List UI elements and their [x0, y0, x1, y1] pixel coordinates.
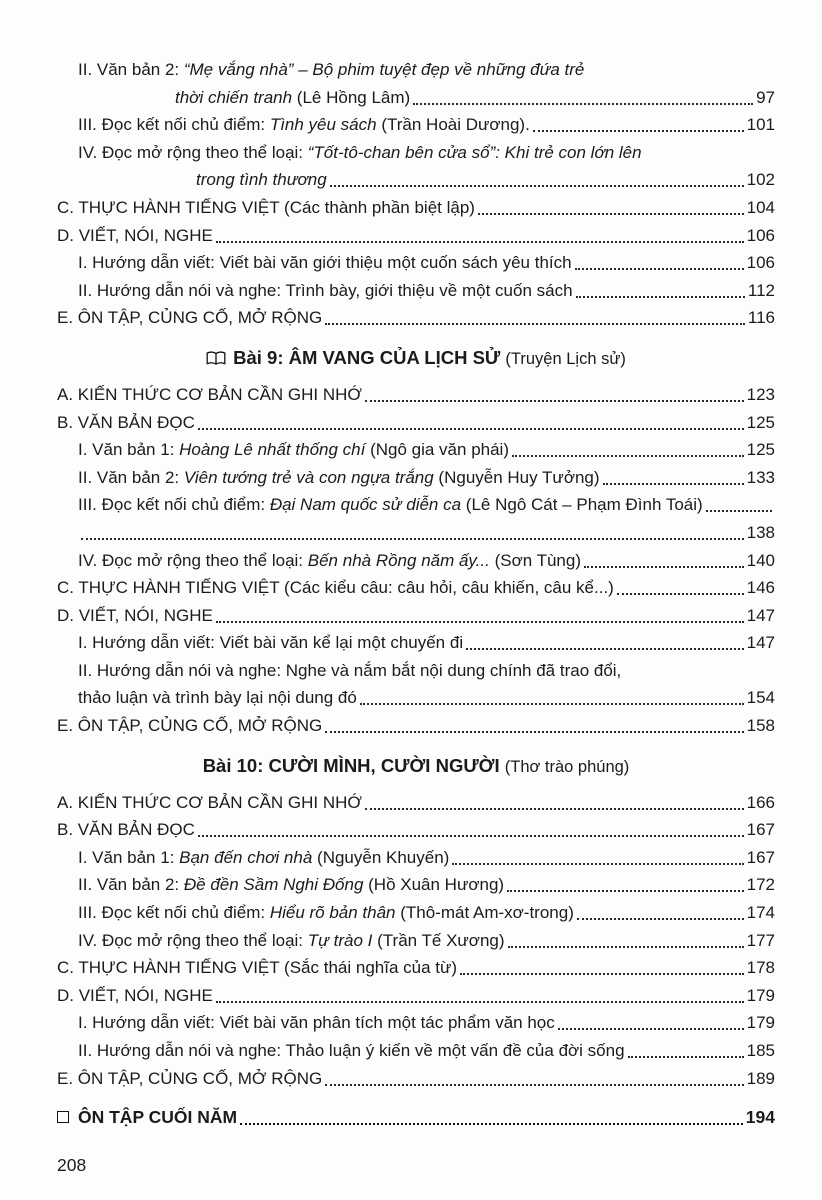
entry-text [78, 56, 584, 84]
toc-line [57, 277, 775, 305]
text-segment: B. VĂN BẢN ĐỌC [57, 412, 195, 432]
text-segment: Viên tướng trẻ và con ngựa trắng [183, 467, 439, 487]
page-ref: 178 [746, 958, 775, 978]
entry-text [78, 657, 621, 685]
page-ref: 179 [746, 985, 775, 1005]
toc-entry [57, 491, 775, 546]
toc-line [57, 574, 775, 602]
text-segment: II. Hướng dẫn nói và nghe: Trình bày, giới thiệu về một cuốn sách [78, 280, 573, 300]
toc-line [57, 927, 775, 955]
text-segment: B. VĂN BẢN ĐỌC [57, 820, 195, 840]
text-segment: Hiểu rõ bản thân [269, 903, 401, 923]
text-segment: Đề đền Sầm Nghi Đống [183, 875, 369, 895]
text-segment: A. KIẾN THỨC CƠ BẢN CẦN GHI NHỚ [57, 792, 363, 812]
toc-entry [57, 629, 775, 657]
page-ref: 123 [746, 384, 775, 404]
text-segment: III. Đọc kết nối chủ điểm: [78, 903, 270, 923]
text-segment: II. Hướng dẫn nói và nghe: Thảo luận ý kiến về một vấn đề của đời sống [78, 1041, 625, 1060]
toc-line [57, 139, 775, 167]
dots-leader [81, 519, 744, 540]
dots-leader [198, 409, 744, 430]
text-segment: IV. Đọc mở rộng theo thể loại: [78, 930, 308, 950]
entry-text [78, 139, 642, 167]
toc-line [57, 304, 775, 332]
page-ref: 106 [746, 225, 775, 245]
toc-entry [57, 139, 775, 194]
page-ref: 185 [746, 1041, 775, 1060]
toc-entry [57, 249, 775, 277]
text-segment: Bài 9: ÂM VANG CỦA LỊCH SỬ [233, 346, 506, 368]
toc-line [57, 1009, 775, 1037]
toc-section [57, 344, 775, 740]
toc-line [57, 844, 775, 872]
entry-text [78, 844, 449, 872]
page-number: 208 [57, 1155, 87, 1175]
toc-line [57, 491, 775, 519]
table-of-contents [57, 56, 775, 1132]
section-header [57, 752, 775, 781]
toc-line [57, 816, 775, 844]
dots-leader [360, 684, 744, 705]
entry-text [78, 491, 703, 519]
text-segment: C. THỰC HÀNH TIẾNG VIỆT (Các kiểu câu: câu hỏi, câu khiến, câu kể...) [57, 578, 614, 598]
dots-leader [413, 84, 753, 105]
dots-leader [533, 111, 744, 132]
text-segment: A. KIẾN THỨC CƠ BẢN CẦN GHI NHỚ [57, 384, 363, 404]
entry-text [175, 84, 410, 112]
text-segment: II. Văn bản 2: [78, 875, 184, 895]
text-segment: D. VIẾT, NÓI, NGHE [57, 605, 213, 625]
entry-text [78, 629, 463, 657]
toc-entry [57, 982, 775, 1010]
text-segment: (Truyện Lịch sử) [505, 349, 626, 368]
text-segment: D. VIẾT, NÓI, NGHE [57, 985, 213, 1005]
page-ref: 167 [746, 847, 775, 867]
page-ref: 177 [746, 930, 775, 950]
entry-text [78, 249, 572, 277]
text-segment: D. VIẾT, NÓI, NGHE [57, 225, 213, 245]
toc-entry [57, 464, 775, 492]
toc-line [57, 249, 775, 277]
dots-leader [558, 1009, 744, 1030]
page-ref: 102 [746, 170, 775, 190]
toc-entry [57, 436, 775, 464]
toc-line [57, 1104, 775, 1132]
text-segment: IV. Đọc mở rộng theo thể loại: [78, 550, 308, 570]
text-segment: C. THỰC HÀNH TIẾNG VIỆT (Các thành phần biệt lập) [57, 197, 475, 217]
toc-line [57, 602, 775, 630]
entry-text [78, 1104, 237, 1132]
text-segment: (Lê Hồng Lâm) [296, 87, 411, 107]
toc-line [57, 194, 775, 222]
toc-line [57, 464, 775, 492]
toc-line [57, 166, 775, 194]
text-segment: “Mẹ vắng nhà” – Bộ phim tuyệt đẹp về những đứa trẻ [183, 60, 585, 79]
toc-line [57, 789, 775, 817]
entry-text [78, 436, 509, 464]
dots-leader [575, 249, 744, 270]
text-segment: II. Văn bản 2: [78, 60, 184, 79]
page-ref: 133 [746, 467, 775, 487]
text-segment: III. Đọc kết nối chủ điểm: [78, 115, 270, 135]
toc-entry [57, 277, 775, 305]
toc-line [57, 1037, 775, 1065]
text-segment: Đại Nam quốc sử diễn ca [269, 495, 466, 515]
toc-entry [57, 1037, 775, 1065]
text-segment: trong tình thương [196, 170, 327, 190]
page-ref: 166 [746, 792, 775, 812]
page-ref: 189 [746, 1068, 775, 1088]
toc-entry [57, 222, 775, 250]
toc-line [57, 657, 775, 685]
page-ref: 140 [746, 550, 775, 570]
text-segment: I. Văn bản 1: [78, 847, 180, 867]
text-segment: I. Hướng dẫn viết: Viết bài văn giới thiệu một cuốn sách yêu thích [78, 253, 572, 273]
toc-entry [57, 56, 775, 111]
entry-text [57, 816, 195, 844]
text-segment: (Thơ trào phúng) [504, 757, 630, 776]
dots-leader [478, 194, 744, 215]
toc-line [57, 629, 775, 657]
text-segment: (Trần Hoài Dương). [381, 115, 530, 135]
text-segment: I. Văn bản 1: [78, 440, 180, 460]
dots-leader [365, 789, 744, 810]
toc-entry [57, 789, 775, 817]
toc-entry [57, 547, 775, 575]
book-icon [206, 351, 226, 366]
entry-text [78, 111, 530, 139]
dots-leader [584, 547, 744, 568]
entry-text [57, 194, 475, 222]
toc-section [57, 56, 775, 332]
text-segment: (Hồ Xuân Hương) [368, 875, 505, 895]
toc-line [57, 684, 775, 712]
page-ref: 194 [745, 1107, 775, 1128]
text-segment: Bến nhà Rồng năm ấy... [307, 550, 495, 570]
entry-text [57, 574, 614, 602]
toc-line [57, 436, 775, 464]
entry-text [78, 927, 505, 955]
text-segment: (Thô-mát Am-xơ-trong) [400, 903, 574, 923]
toc-line [57, 1065, 775, 1093]
entry-text [196, 166, 327, 194]
text-segment: E. ÔN TẬP, CỦNG CỐ, MỞ RỘNG [57, 308, 323, 328]
entry-text [57, 222, 213, 250]
text-segment: III. Đọc kết nối chủ điểm: [78, 495, 270, 515]
text-segment: C. THỰC HÀNH TIẾNG VIỆT (Sắc thái nghĩa của từ) [57, 958, 458, 978]
toc-line [57, 982, 775, 1010]
toc-line [57, 381, 775, 409]
toc-entry [57, 871, 775, 899]
text-segment: E. ÔN TẬP, CỦNG CỐ, MỞ RỘNG [57, 716, 323, 736]
page-ref: 158 [746, 716, 775, 736]
page-ref: 104 [746, 197, 775, 217]
toc-entry [57, 927, 775, 955]
dots-leader [576, 277, 745, 298]
dots-leader [325, 712, 743, 733]
page-ref: 97 [756, 87, 775, 107]
toc-entry [57, 409, 775, 437]
page-ref: 154 [746, 688, 775, 708]
entry-text [78, 1009, 555, 1037]
text-segment: (Lê Ngô Cát – Phạm Đình Toái) [465, 495, 703, 515]
toc-entry [57, 712, 775, 740]
dots-leader [617, 574, 744, 595]
entry-text [57, 409, 195, 437]
entry-text [78, 1037, 625, 1065]
dots-leader [577, 899, 744, 920]
square-icon [57, 1111, 69, 1123]
toc-entry [57, 816, 775, 844]
text-segment: (Ngô gia văn phái) [370, 440, 509, 460]
page-ref: 167 [746, 820, 775, 840]
text-segment: (Nguyễn Huy Tưởng) [438, 467, 600, 487]
toc-line [57, 519, 775, 547]
toc-line [57, 409, 775, 437]
toc-entry [57, 602, 775, 630]
text-segment: (Trần Tế Xương) [377, 930, 505, 950]
text-segment: Bạn đến chơi nhà [179, 847, 318, 867]
toc-entry [57, 304, 775, 332]
toc-line [57, 547, 775, 575]
text-segment: E. ÔN TẬP, CỦNG CỐ, MỞ RỘNG [57, 1068, 323, 1088]
entry-text [78, 547, 581, 575]
entry-text [78, 684, 357, 712]
dots-leader [466, 629, 744, 650]
dots-leader [216, 982, 744, 1003]
entry-text [57, 1065, 322, 1093]
toc-entry [57, 1009, 775, 1037]
dots-leader [325, 304, 745, 325]
toc-line [57, 871, 775, 899]
dots-leader [603, 464, 744, 485]
text-segment: IV. Đọc mở rộng theo thể loại: [78, 142, 308, 162]
page-ref: 147 [746, 605, 775, 625]
entry-text [78, 277, 573, 305]
entry-text [57, 954, 457, 982]
section-header [57, 344, 775, 373]
entry-text [57, 381, 362, 409]
dots-leader [365, 381, 744, 402]
toc-line [57, 56, 775, 84]
text-segment: (Nguyễn Khuyến) [317, 847, 450, 867]
dots-leader [216, 602, 744, 623]
text-segment: (Sơn Tùng) [494, 550, 582, 570]
toc-line [57, 222, 775, 250]
entry-text [78, 464, 600, 492]
toc-line [57, 899, 775, 927]
toc-line [57, 712, 775, 740]
toc-line [57, 84, 775, 112]
dots-leader [706, 491, 772, 512]
text-segment: “Tốt-tô-chan bên cửa sổ”: Khi trẻ con lớn lên [307, 142, 642, 162]
toc-entry [57, 574, 775, 602]
text-segment: Hoàng Lê nhất thống chí [179, 440, 371, 460]
toc-line [57, 954, 775, 982]
entry-text [57, 712, 322, 740]
entry-text [57, 304, 322, 332]
entry-text [78, 871, 504, 899]
toc-entry [57, 1104, 775, 1132]
page-ref: 174 [746, 903, 775, 923]
page-ref: 138 [746, 522, 775, 542]
toc-entry [57, 954, 775, 982]
entry-text [57, 789, 362, 817]
text-segment: II. Văn bản 2: [78, 467, 184, 487]
text-segment: ÔN TẬP CUỐI NĂM [78, 1107, 238, 1128]
dots-leader [508, 927, 744, 948]
toc-line [57, 111, 775, 139]
toc-entry [57, 381, 775, 409]
page-ref: 101 [746, 115, 775, 135]
text-segment: I. Hướng dẫn viết: Viết bài văn kể lại một chuyến đi [78, 633, 464, 653]
dots-leader [512, 436, 744, 457]
page-ref: 125 [746, 412, 775, 432]
text-segment: II. Hướng dẫn nói và nghe: Nghe và nắm bắt nội dung chính đã trao đổi, [78, 660, 622, 680]
dots-leader [507, 871, 744, 892]
dots-leader [216, 222, 744, 243]
dots-leader [452, 844, 743, 865]
page-ref: 106 [746, 253, 775, 273]
text-segment: Tự trào I [307, 930, 378, 950]
toc-entry [57, 844, 775, 872]
dots-leader [198, 816, 744, 837]
entry-text [57, 602, 213, 630]
page-ref: 112 [747, 280, 775, 300]
dots-leader [325, 1065, 743, 1086]
toc-entry [57, 194, 775, 222]
dots-leader [330, 166, 744, 187]
toc-entry [57, 899, 775, 927]
entry-text [57, 982, 213, 1010]
toc-entry [57, 111, 775, 139]
page-ref: 125 [746, 440, 775, 460]
text-segment: Tình yêu sách [269, 115, 382, 135]
entry-text [78, 899, 574, 927]
toc-section [57, 752, 775, 1093]
page-ref: 179 [746, 1013, 775, 1033]
page-ref: 146 [746, 578, 775, 598]
text-segment: thảo luận và trình bày lại nội dung đó [78, 688, 357, 708]
dots-leader [628, 1037, 744, 1058]
page-ref: 172 [746, 875, 775, 895]
page-ref: 147 [746, 633, 775, 653]
text-segment: Bài 10: CƯỜI MÌNH, CƯỜI NGƯỜI [202, 754, 505, 776]
toc-entry [57, 1065, 775, 1093]
text-segment: I. Hướng dẫn viết: Viết bài văn phân tích một tác phẩm văn học [78, 1013, 555, 1033]
dots-leader [460, 954, 744, 975]
toc-entry [57, 657, 775, 712]
dots-leader [240, 1104, 743, 1125]
page-ref: 116 [747, 308, 775, 328]
text-segment: thời chiến tranh [175, 87, 297, 107]
toc-section [57, 1104, 775, 1132]
